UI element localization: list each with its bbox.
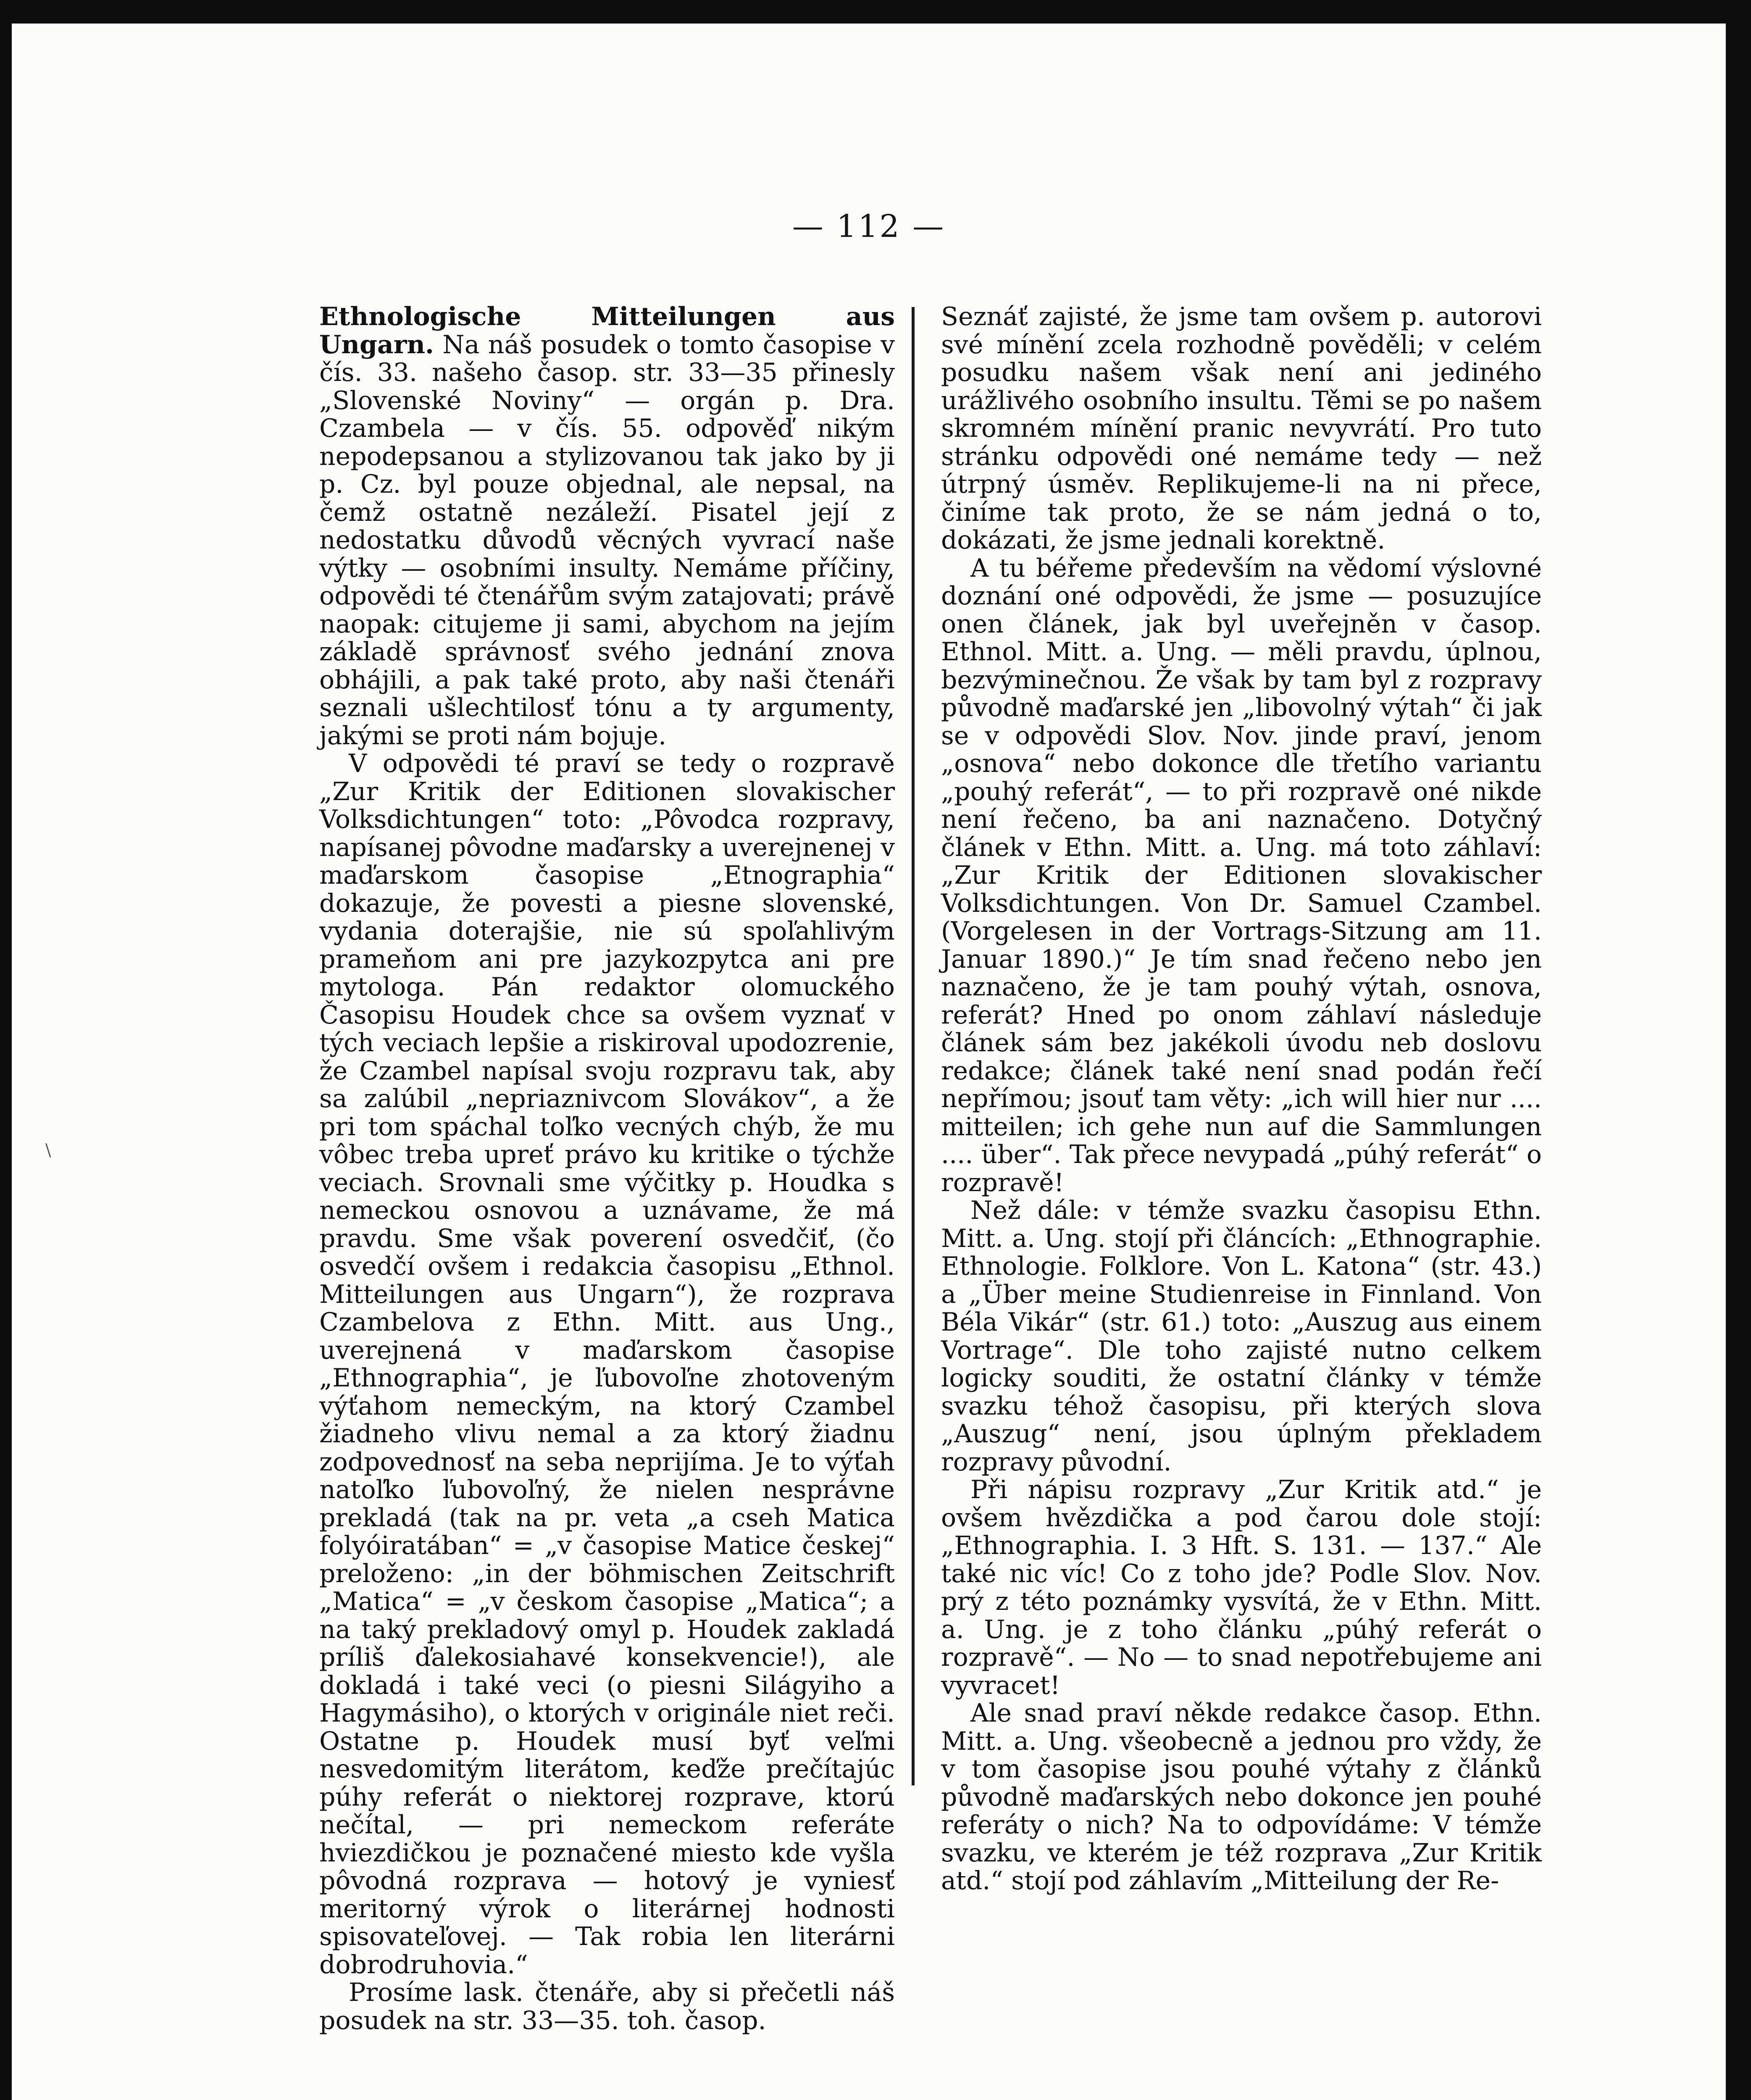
left-paragraph: Prosíme lask. čtenáře, aby si přečetli náš posudek na str. 33—35. toh. časop. bbox=[319, 1978, 895, 2035]
right-paragraph: Při nápisu rozpravy „Zur Kritik atd.“ je ovšem hvězdička a pod čarou dole stojí: „Ethnographia. I. 3 Hft. S. 131. — 137.“ Ale také nic víc! Co z toho jde? Podle Slov. Nov. prý z této poznámky vysvítá, že v Ethn. Mitt. a. Ung. je z toho článku „púhý referát o rozpravě“. — No — to snad nepotřebujeme ani vyvracet! bbox=[941, 1475, 1542, 1700]
left-paragraph: V odpovědi té praví se tedy o rozpravě „Zur Kritik der Editionen slovakischer Volksdichtungen“ toto: „Pôvodca rozpravy, napísanej pôvodne maďarsky a uverejnenej v maďarskom časopise „Etnographia“ dokazuje, že povesti a piesne slovenské, vydania doterajšie, nie sú spoľahlivým prameňom ani pre jazykozpytca ani pre mytologa. Pán redaktor olomuckého Časopisu Houdek chce sa ovšem vyznať v tých veciach lepšie a riskiroval upodozrenie, že Czambel napísal svoju rozpravu tak, aby sa zalúbil „nepriaznivcom Slovákov“, a že pri tom spáchal toľko vecných chýb, že mu vôbec treba upreť právo ku kritike o týchže veciach. Srovnali sme výčitky p. Houdka s nemeckou osnovou a uznávame, že má pravdu. Sme však poverení osvedčiť, (čo osvedčí ovšem i redakcia časopisu „Ethnol. Mitteilungen aus Ungarn“), že rozprava Czambelova z Ethn. Mitt. aus Ung., uverejnená v maďarskom časopise „Ethnographia“, je ľubovoľne zhotoveným výťahom nemeckým, na ktorý Czambel žiadneho vlivu nemal a za ktorý žiadnu zodpovednosť na seba neprijíma. Je to výťah natoľko ľubovoľný, že nielen nesprávne prekladá (tak na pr. veta „a cseh Matica folyóiratában“ = „v časopise Matice českej“ preloženo: „in der böhmischen Zeitschrift „Matica“ = „v českom časopise „Matica“; a na taký prekladový omyl p. Houdek zakladá príliš ďalekosiahavé konsekvencie!), ale dokladá i také veci (o piesni Silágyiho a Hagymásiho), o ktorých v originále niet reči. Ostatne p. Houdek musí byť veľmi nesvedomitým literátom, keďže prečítajúc púhy referát o niektorej rozprave, ktorú nečítal, — pri nemeckom referáte hviezdičkou je poznačené miesto kde vyšla pôvodná rozprava — hotový je vyniesť meritorný výrok o literárnej hodnosti spisovateľovej. — Tak robia len literárni dobrodruhovia.“ bbox=[319, 749, 895, 1979]
right-paragraph: Ale snad praví někde redakce časop. Ethn. Mitt. a. Ung. všeobecně a jednou pro vždy, že v tom časopise jsou pouhé výtahy z článků původně maďarských nebo dokonce jen pouhé referáty o nich? Na to odpovídáme: V témže svazku, ve kterém je též rozprava „Zur Kritik atd.“ stojí pod záhlavím „Mitteilung der Re- bbox=[941, 1698, 1542, 1895]
margin-mark: \ bbox=[45, 1141, 51, 1160]
column-divider bbox=[912, 307, 915, 1785]
right-column bbox=[941, 303, 1542, 1895]
left-paragraph-text: Na náš posudek o tomto časopise v čís. 33. našeho časop. str. 33—35 přinesly „Slovenské Noviny“ — orgán p. Dra. Czambela — v čís. 55. odpověď nikým nepodepsanou a stylizovanou tak jako by ji p. Cz. byl pouze objednal, ale nepsal, na čemž ostatně nezáleží. Pisatel její z nedostatku důvodů věcných vyvrací naše výtky — osobními insulty. Nemáme příčiny, odpovědi té čtenářům svým zatajovati; právě naopak: citujeme ji sami, abychom na jejím základě správnosť svého jednání znova obhájili, a pak také proto, aby naši čtenáři seznali ušlechtilosť tónu a ty argumenty, jakými se proti nám bojuje. bbox=[319, 330, 895, 751]
right-paragraph: A tu béřeme především na vědomí výslovné doznání oné odpovědi, že jsme — posuzujíce onen článek, jak byl uveřejněn v časop. Ethnol. Mitt. a. Ung. — měli pravdu, úplnou, bezvýminečnou. Že však by tam byl z rozpravy původně maďarské jen „libovolný výtah“ či jak se v odpovědi Slov. Nov. jinde praví, jenom „osnova“ nebo dokonce dle třetího variantu „pouhý referát“, — to při rozpravě oné nikde není řečeno, ba ani naznačeno. Dotyčný článek v Ethn. Mitt. a. Ung. má toto záhlaví: „Zur Kritik der Editionen slovakischer Volksdichtungen. Von Dr. Samuel Czambel. (Vorgelesen in der Vortrags-Sitzung am 11. Januar 1890.)“ Je tím snad řečeno nebo jen naznačeno, že je tam pouhý výtah, osnova, referát? Hned po onom záhlaví následuje článek sám bez jakékoli úvodu neb doslovu redakce; článek také není snad podán řečí nepřímou; jsouť tam věty: „ich will hier nur .... mitteilen; ich gehe nun auf die Sammlungen .... über“. Tak přece nevypadá „púhý referát“ o rozpravě! bbox=[941, 553, 1542, 1197]
right-paragraph: Seznáť zajisté, že jsme tam ovšem p. autorovi své mínění zcela rozhodně pověděli; v celém posudku našem však není ani jediného urážlivého osobního insultu. Těmi se po našem skromném mínění pranic nevyvrátí. Pro tuto stránku odpovědi oné nemáme tedy — než útrpný úsměv. Replikujeme-li na ni přece, činíme tak proto, že se nám jedná o to, dokázati, že jsme jednali korektně. bbox=[941, 302, 1542, 555]
right-paragraph: Než dále: v témže svazku časopisu Ethn. Mitt. a. Ung. stojí při článcích: „Ethnographie. Ethnologie. Folklore. Von L. Katona“ (str. 43.) a „Über meine Studienreise in Finnland. Von Béla Vikár“ (str. 61.) toto: „Auszug aus einem Vortrage“. Dle toho zajisté nutno celkem logicky souditi, že ostatní články v témže svazku téhož časopisu, při kterých slova „Auszug“ není, jsou úplným překladem rozpravy původní. bbox=[941, 1196, 1542, 1477]
left-first-paragraph bbox=[319, 303, 895, 750]
document-page bbox=[12, 24, 1726, 2100]
left-column bbox=[319, 303, 895, 2034]
scan-edge bbox=[1726, 0, 1751, 2100]
page-number: — 112 — bbox=[792, 208, 946, 244]
article-heading: Ethnologische Mitteilungen aus Ungarn. bbox=[319, 302, 895, 360]
